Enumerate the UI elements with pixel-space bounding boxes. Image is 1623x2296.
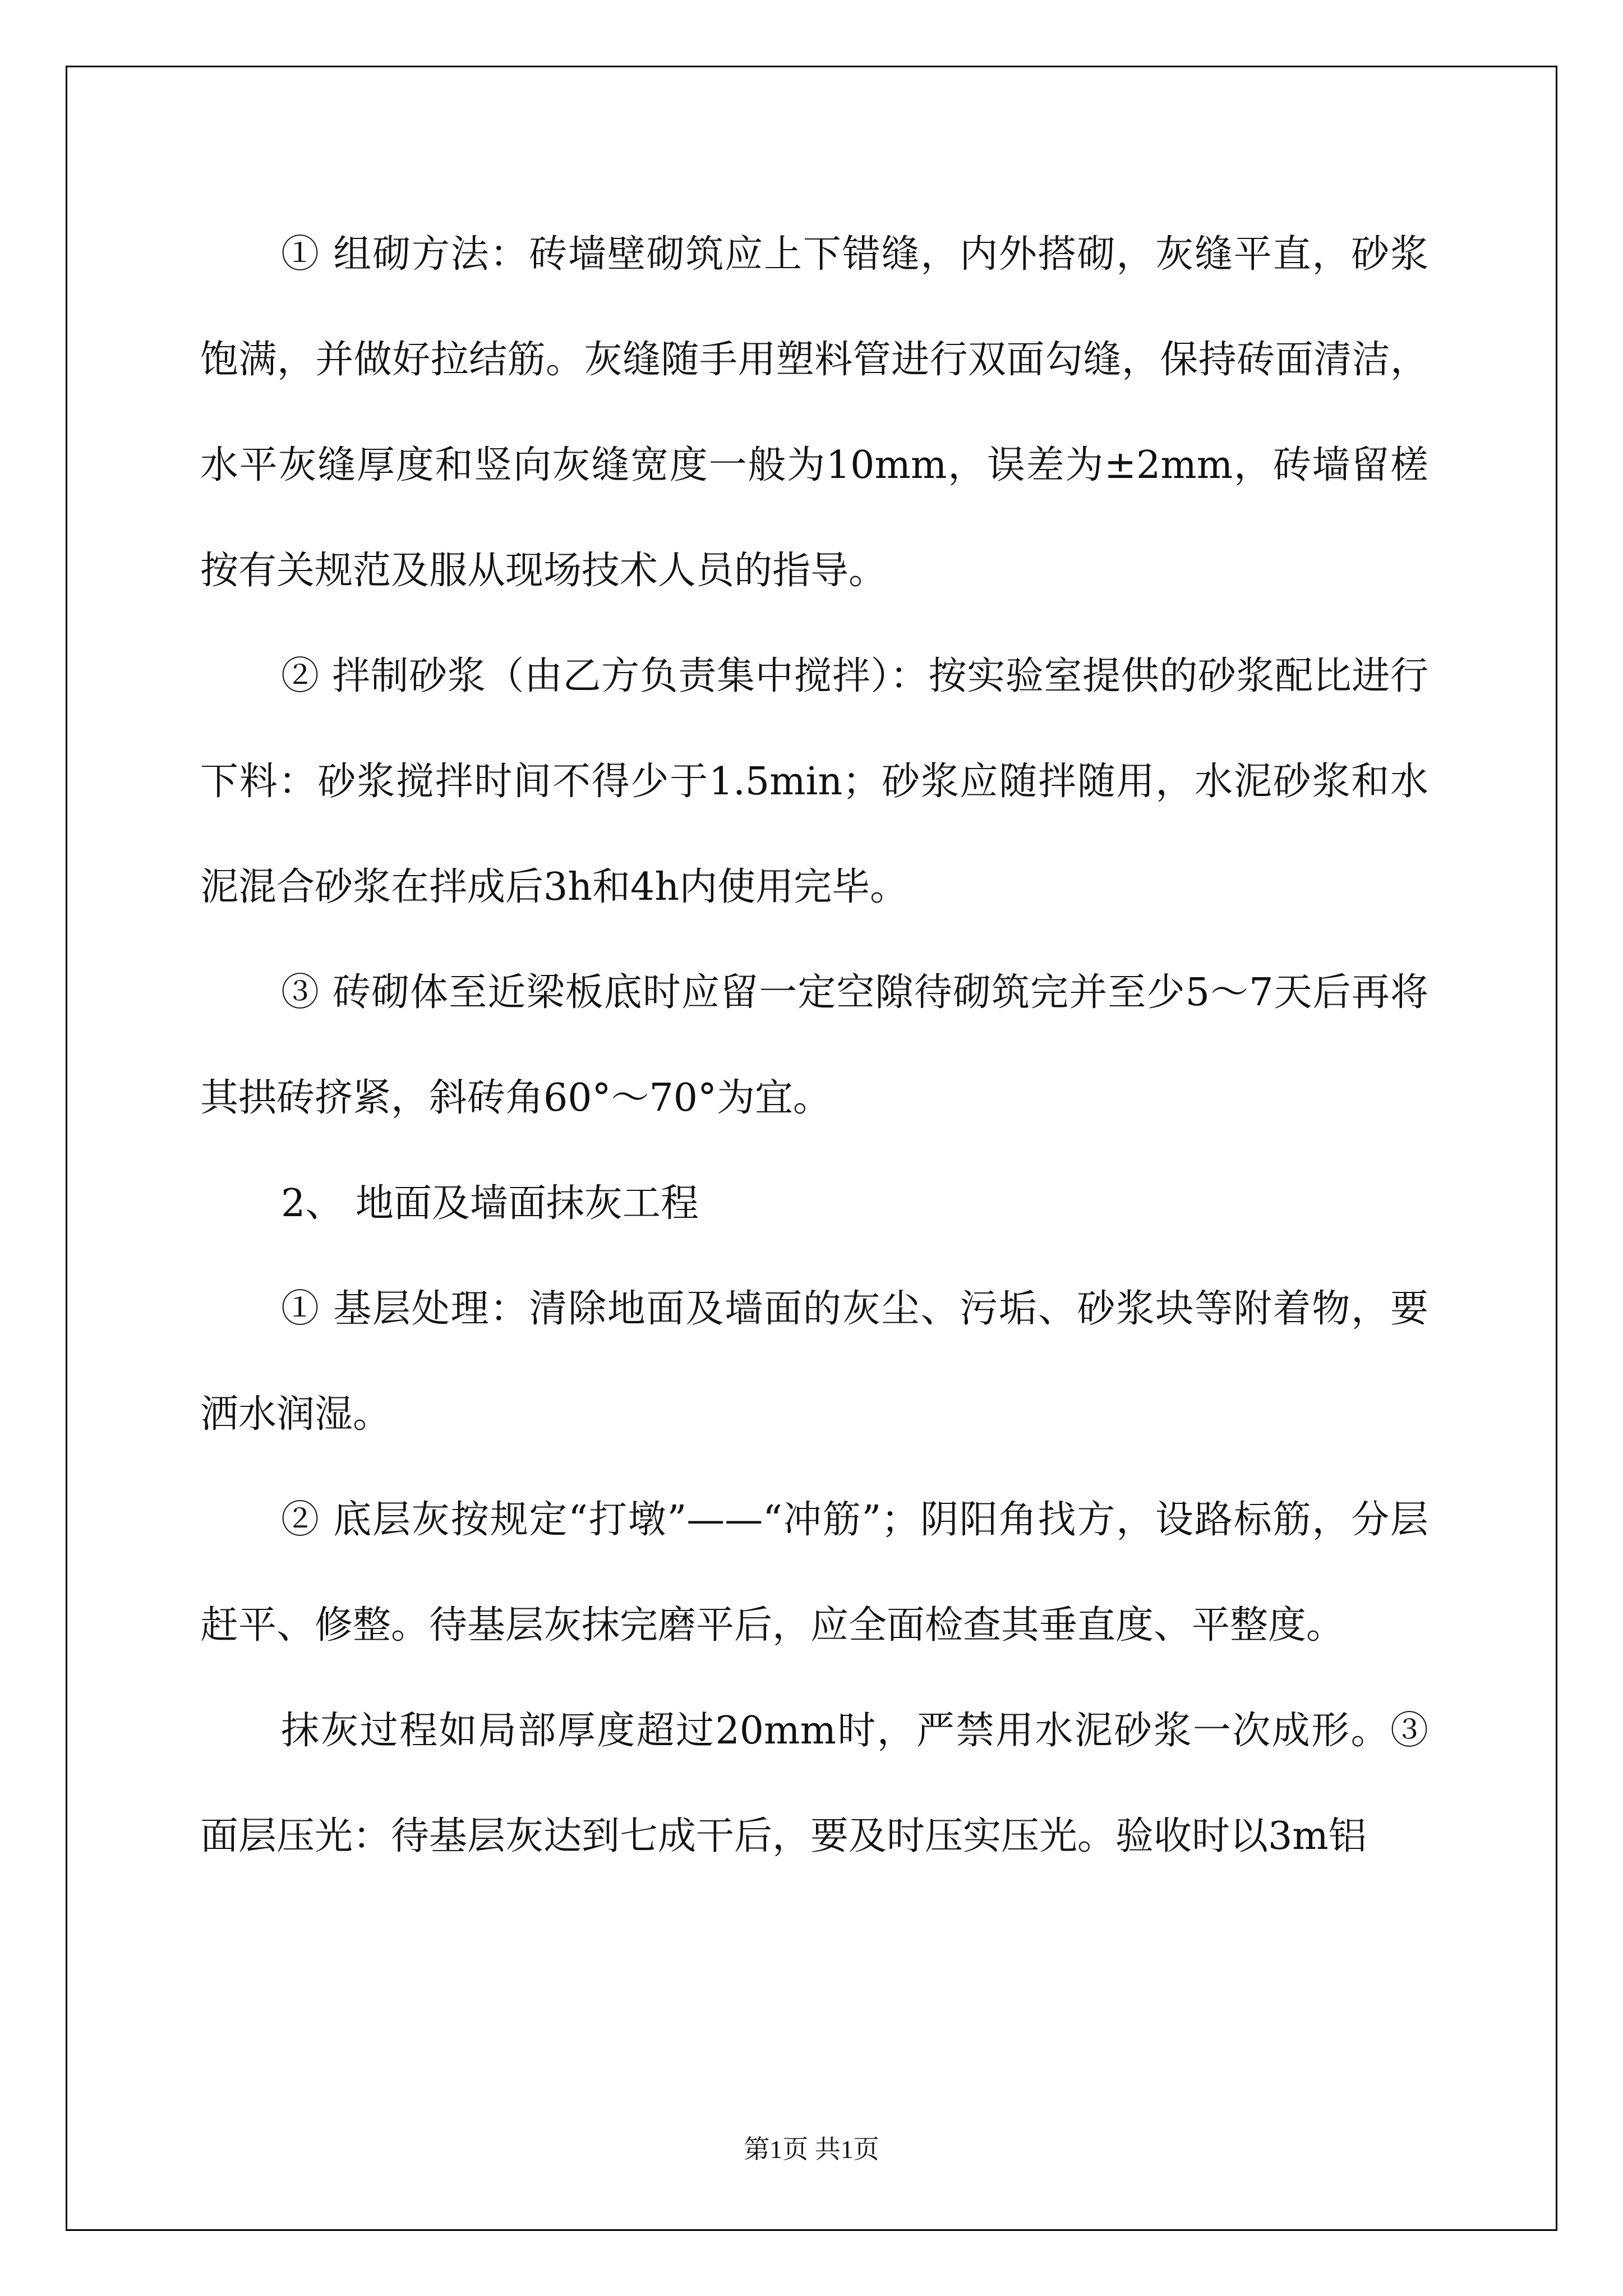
page-footer: 第1页 共1页	[744, 2135, 879, 2164]
paragraph-thickness-note: 抹灰过程如局部厚度超过20mm时，严禁用水泥砂浆一次成形。③面层压光：待基层灰达到七成干后，要及时压实压光。验收时以3m铝	[200, 1709, 1428, 1858]
paragraph-base-treatment: ① 基层处理：清除地面及墙面的灰尘、污垢、砂浆块等附着物，要洒水润湿。	[200, 1287, 1428, 1437]
section-heading-plastering: 2、 地面及墙面抹灰工程	[281, 1181, 699, 1226]
document-body	[200, 202, 1428, 1889]
paragraph-mortar-mixing: ② 拌制砂浆（由乙方负责集中搅拌）：按实验室提供的砂浆配比进行下料：砂浆搅拌时间不得少于1.5min；砂浆应随拌随用，水泥砂浆和水泥混合砂浆在拌成后3h和4h内使用完毕。	[200, 654, 1428, 909]
paragraph-masonry-method: ① 组砌方法：砖墙壁砌筑应上下错缝，内外搭砌，灰缝平直，砂浆饱满，并做好拉结筋。灰缝随手用塑料管进行双面勾缝，保持砖面清洁，水平灰缝厚度和竖向灰缝宽度一般为10mm，误差为±2mm，砖墙留槎按有关规范及服从现场技术人员的指导。	[200, 232, 1428, 593]
paragraph-base-coat: ② 底层灰按规定“打墩”——“冲筋”；阴阳角找方，设路标筋，分层赶平、修整。待基层灰抹完磨平后，应全面检查其垂直度、平整度。	[200, 1498, 1428, 1648]
paragraph-brick-top: ③ 砖砌体至近梁板底时应留一定空隙待砌筑完并至少5～7天后再将其拱砖挤紧，斜砖角60°～70°为宜。	[200, 970, 1428, 1120]
